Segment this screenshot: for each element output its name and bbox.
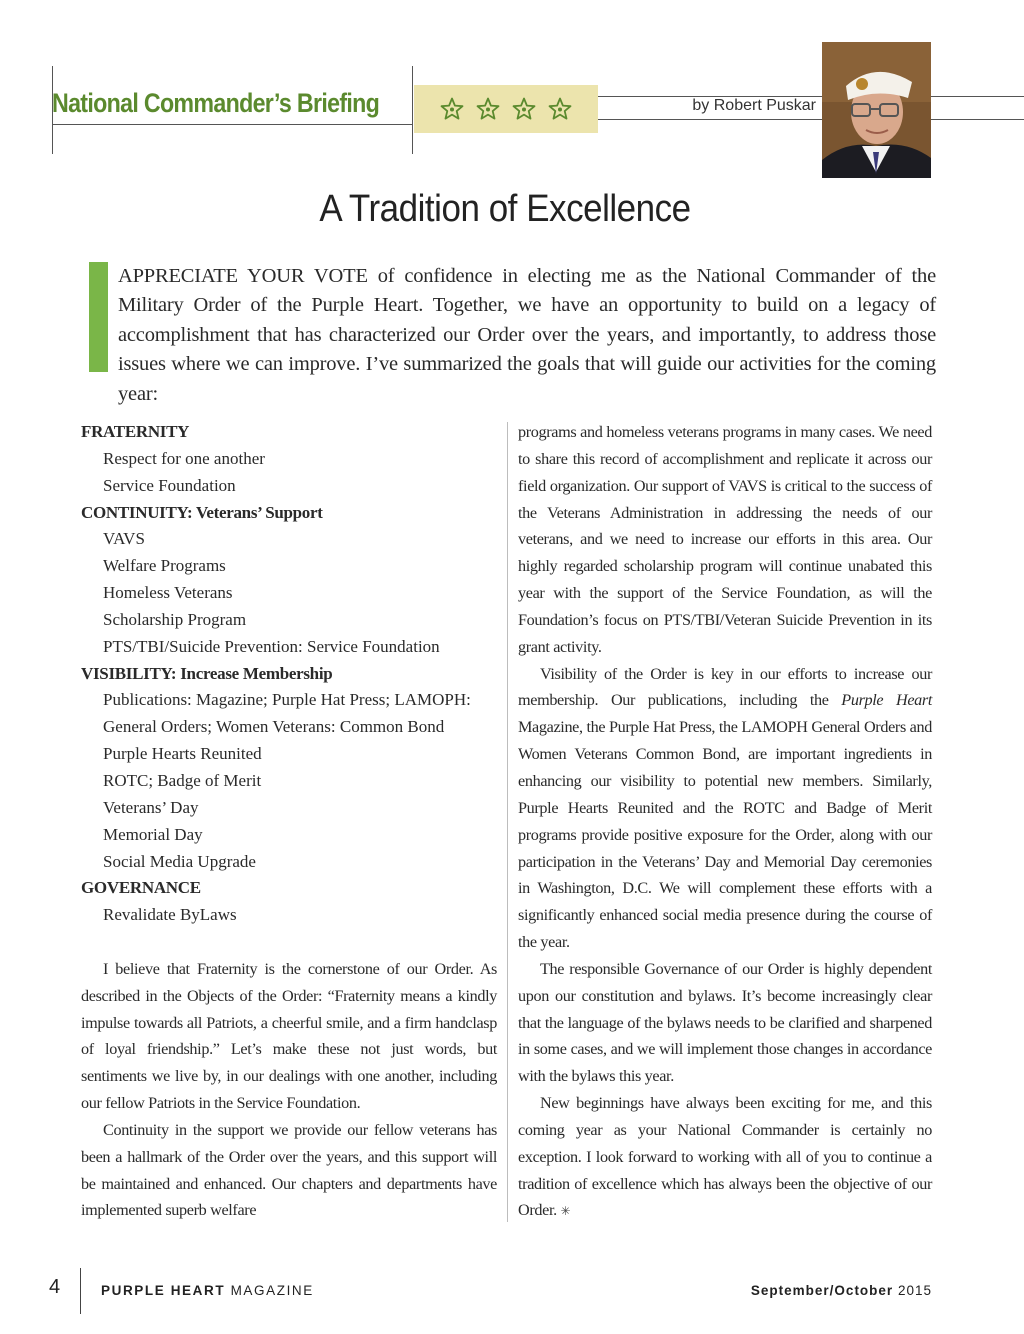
left-column xyxy=(81,419,497,1224)
star-icon xyxy=(476,97,500,121)
outline-item: Memorial Day xyxy=(103,824,203,844)
outline-item: Revalidate ByLaws xyxy=(103,905,237,925)
body-paragraph-governance: The responsible Governance of our Order is highly dependent upon our constitution and bylaws. It’s become increasingly clear that the language of the bylaws needs to be clarified and sharpened in some cases, and we will implement those changes in accordance with the bylaws this year. xyxy=(518,959,932,1086)
star-icon xyxy=(512,97,536,121)
lead-text: APPRECIATE YOUR VOTE of confidence in electing me as the National Commander of the Military Order of the Purple Heart. Together, we have an opportunity to build on a legacy of accomplishment that has characterized our Order over the years, and importantly, to address those issues where we can improve. I’ve summarized the goals that will guide our activities for the coming year: xyxy=(118,265,936,405)
outline-item: Homeless Veterans xyxy=(103,583,233,603)
body-paragraph-continuity-cont: programs and homeless veterans programs in many cases. We need to share this record of accomplishment and replicate it across our field organization. Our support of VAVS is critical to the success of the Veterans Administration in addressing the needs of our veterans, and we need to increase our efforts in this area. Our highly regarded scholarship program will continue unabated this year with the support of the Service Foundation, as will the Foundation’s focus on PTS/TBI/Veteran Suicide Prevention in its grant activity. xyxy=(518,423,932,656)
magazine-name-bold: PURPLE HEART xyxy=(101,1283,226,1298)
outline-heading: CONTINUITY: Veterans’ Support xyxy=(81,502,323,522)
magazine-name xyxy=(101,1283,314,1298)
section-kicker: National Commander’s Briefing xyxy=(52,88,380,118)
right-column xyxy=(518,419,932,1225)
outline-heading: GOVERNANCE xyxy=(81,878,201,898)
visibility-text-a: Visibility of the Order is key in our efforts to increase our membership. Our publications, including the xyxy=(518,664,932,710)
header-rule-photo-right-top xyxy=(931,96,1024,97)
body-paragraph-fraternity: I believe that Fraternity is the cornerstone of our Order. As described in the Objects of the Order: “Fraternity means a kindly impulse towards all Patriots, a cheerful smile, and a firm handclasp of loyal friendship.” Let’s make these not just words, but sentiments we live by, in our dealings with one another, including our fellow Patriots in the Service Foundation. xyxy=(81,959,497,1113)
outline-item: PTS/TBI/Suicide Prevention: Service Foundation xyxy=(103,636,440,656)
issue-date xyxy=(751,1283,932,1298)
outline-item: Scholarship Program xyxy=(103,609,247,629)
body-paragraph-visibility xyxy=(518,661,932,956)
author-portrait-illustration xyxy=(822,42,931,178)
goals-outline xyxy=(81,419,497,929)
outline-item: Respect for one another xyxy=(103,448,265,468)
visibility-text-b: Magazine, the Purple Hat Press, the LAMOPH General Orders and Women Veterans Common Bond, are important ingredients in enhancing our visibility to potential new members. Similarly, Purple Hearts Reunited and the ROTC and Badge of Merit programs provide positive exposure for the Order, along with our participation in the Veterans’ Day and Memorial Day ceremonies in Washington, D.C. We will complement these efforts with a significantly enhanced social media presence during the course of the year. xyxy=(518,718,932,952)
page-number: 4 xyxy=(49,1276,61,1298)
outline-item: VAVS xyxy=(103,529,145,549)
author-portrait xyxy=(822,42,931,178)
outline-spacer xyxy=(81,929,497,956)
lead-paragraph xyxy=(118,262,936,409)
byline: by Robert Puskar xyxy=(692,97,816,114)
outline-item: General Orders; Women Veterans: Common Bond xyxy=(103,717,445,737)
header-rule-mid xyxy=(412,66,413,154)
outline-heading: FRATERNITY xyxy=(81,422,190,441)
outline-item: Purple Hearts Reunited xyxy=(103,744,262,764)
body-paragraph-continuity: Continuity in the support we provide our fellow veterans has been a hallmark of the Order over the years, and this support will be maintained and enhanced. Our chapters and departments have implemented superb welfare xyxy=(81,1120,497,1220)
outline-item: ROTC; Badge of Merit xyxy=(103,770,262,790)
drop-cap-bar xyxy=(89,262,108,372)
outline-heading: VISIBILITY: Increase Membership xyxy=(81,663,333,683)
footer-rule xyxy=(80,1268,81,1314)
outline-item: Service Foundation xyxy=(103,475,236,495)
rank-stars xyxy=(414,85,598,133)
body-paragraph-closing xyxy=(518,1090,932,1225)
star-icon xyxy=(440,97,464,121)
header-rule-baseline xyxy=(52,124,412,125)
outline-item: Veterans’ Day xyxy=(103,797,199,817)
column-divider xyxy=(507,422,508,1222)
outline-item: Welfare Programs xyxy=(103,556,226,576)
outline-item: Social Media Upgrade xyxy=(103,851,256,871)
outline-item: Publications: Magazine; Purple Hat Press; LAMOPH: xyxy=(103,690,471,710)
publication-title: Purple Heart xyxy=(841,691,932,710)
header-rule-bottom-right xyxy=(598,119,822,120)
end-mark-icon: ✳ xyxy=(560,1204,571,1219)
issue-year: 2015 xyxy=(893,1283,932,1298)
header-rule-photo-right-bottom xyxy=(931,119,1024,120)
star-icon xyxy=(548,97,572,121)
closing-text: New beginnings have always been exciting for me, and this coming year as your National Commander is certainly no exception. I look forward to working with all of you to continue a tradition of excellence which has always been the objective of our Order. xyxy=(518,1094,932,1220)
article-headline: A Tradition of Excellence xyxy=(319,188,691,230)
issue-months: September/October xyxy=(750,1283,894,1298)
magazine-name-rest: MAGAZINE xyxy=(225,1283,314,1298)
